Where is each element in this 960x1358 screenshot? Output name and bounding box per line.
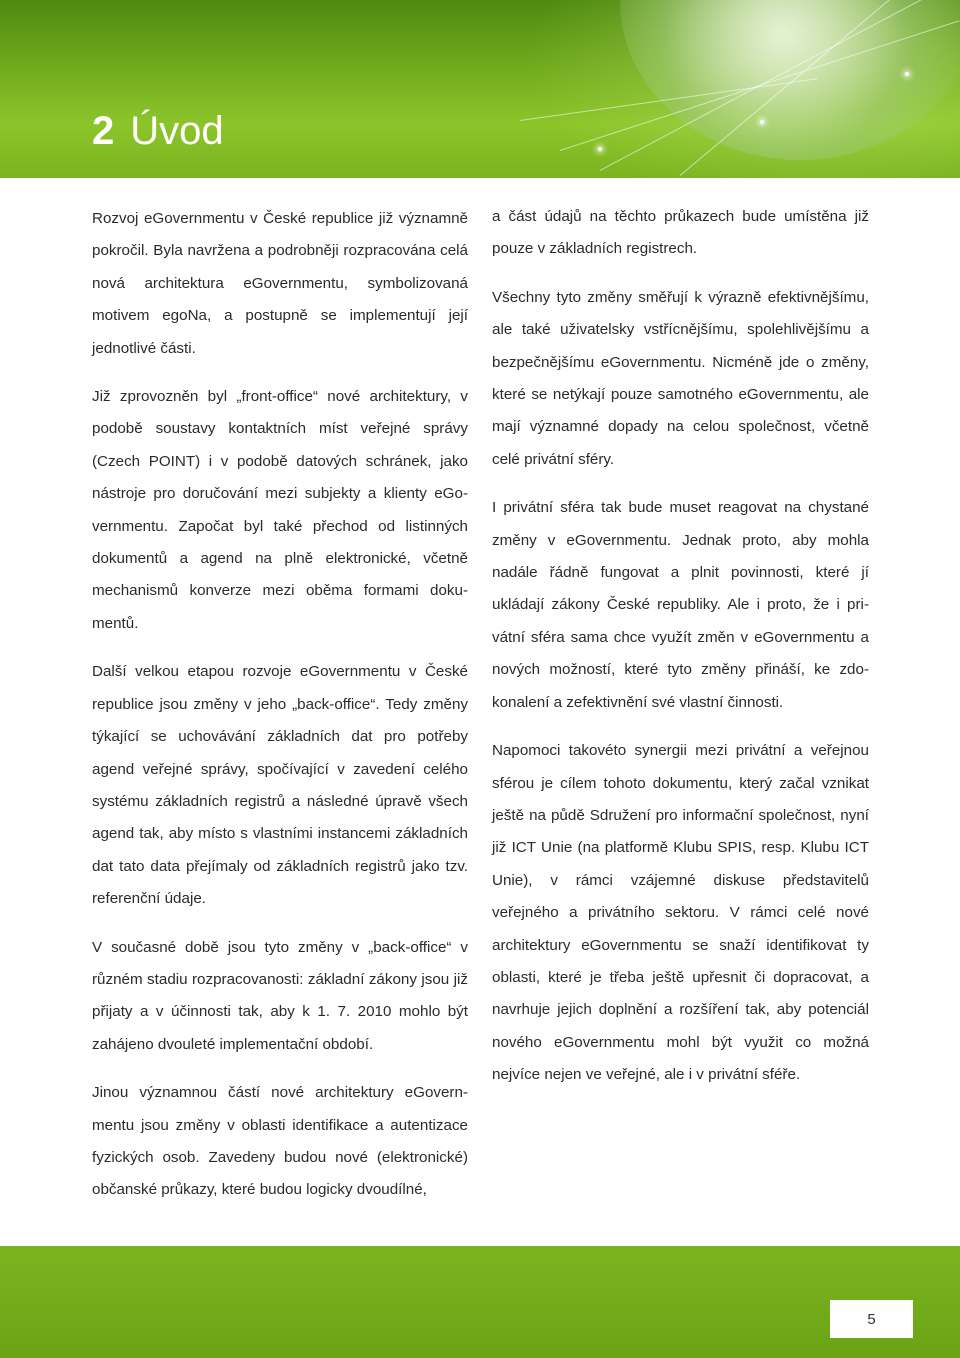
paragraph: Další velkou etapou rozvoje eGovernmentu v České republice jsou změny v jeho „back-office“. Tedy změny týkající se uchovávání základních dat pro potřeby agend veřejné správy, spočívající v zavedení celého systému základních registrů a následné úpravě všech agend tak, aby místo s vlastními instancemi základních dat tato data přejímaly od základních registrů jako tzv. referenční údaje.: [92, 663, 468, 908]
sparkle-icon: [598, 147, 602, 151]
paragraph: Jinou významnou částí nové architektury eGovernmentu jsou změny v oblasti identifikace a autentizace fyzických osob. Zavedeny budou nové (elektronické) občanské průkazy, které budou logicky dvoudílné,: [92, 1084, 468, 1199]
footer-band: [0, 1246, 960, 1358]
paragraph: Všechny tyto změny směřují k výrazně efektivnějšímu, ale také uživatelsky vstřícnějšímu, spolehlivějšímu a bezpečnějšímu eGovernmentu. Nicméně jde o změny, které se netýkají pouze samotného eGovernmentu, ale mají významné dopady na celou společnost, včetně celé privátní sféry.: [492, 288, 869, 468]
right-text-column: [492, 201, 869, 1108]
paragraph: a část údajů na těchto průkazech bude umístěna již pouze v základních registrech.: [492, 208, 869, 258]
paragraph: V současné době jsou tyto změny v „back-office“ v různém stadiu rozpracovanosti: základní zákony jsou již přijaty a v účinnosti tak, aby k 1. 7. 2010 mohlo být zahájeno dvouleté implementační období.: [92, 938, 468, 1053]
paragraph: I privátní sféra tak bude muset reagovat na chystané změny v eGovernmentu. Jednak proto, aby mohla nadále řádně fungovat a plnit povinnosti, které jí ukládají zákony České republiky. Ale i proto, že i privátní sféra sama chce využít změn v eGovernmentu a nových možností, které tyto změny přináší, ke zdokonalení a zefektivnění své vlastní činnosti.: [492, 499, 869, 711]
page-number-box: [830, 1300, 913, 1338]
chapter-title: Úvod: [130, 109, 224, 153]
chapter-banner: [0, 0, 960, 178]
page-number: 5: [867, 1310, 876, 1328]
paragraph: Již zprovozněn byl „front-office“ nové architektury, v podobě soustavy kontaktních míst veřejné správy (Czech POINT) i v podobě datových schránek, jako nástroje pro doručování mezi subjekty a klienty eGovernmentu. Započat byl také přechod od listinných dokumentů a agend na plně elektronické, včetně mechanismů konverze mezi oběma formami dokumentů.: [92, 388, 468, 632]
paragraph: Rozvoj eGovernmentu v České republice již významně pokročil. Byla navržena a podrobněji rozpracována celá nová architektura eGovernmentu, symbolizovaná motivem egoNa, a postupně se implementují její jednotlivé části.: [92, 210, 468, 357]
sparkle-icon: [905, 72, 909, 76]
page-title: [92, 106, 224, 156]
chapter-number: 2: [92, 109, 115, 153]
sparkle-icon: [760, 120, 764, 124]
left-text-column: [92, 203, 468, 1223]
globe-graphic: [620, 0, 960, 160]
paragraph: Napomoci takovéto synergii mezi privátní a veřejnou sférou je cílem tohoto dokumentu, který začal vznikat ještě na půdě Sdružení pro informační společnost, nyní již ICT Unie (na platformě Klubu SPIS, resp. Klubu ICT Unie), v rámci vzájemné diskuse představitelů veřejného a privátního sektoru. V rámci celé nové architektury eGovernmentu se snaží identifikovat ty oblasti, které je třeba ještě upřesnit či dopracovat, a navrhuje jejich doplnění a rozšíření tak, aby potenciál nového eGovernmentu mohl být využit co možná nejvíce nejen ve veřejné, ale i v privátní sféře.: [492, 742, 869, 1084]
